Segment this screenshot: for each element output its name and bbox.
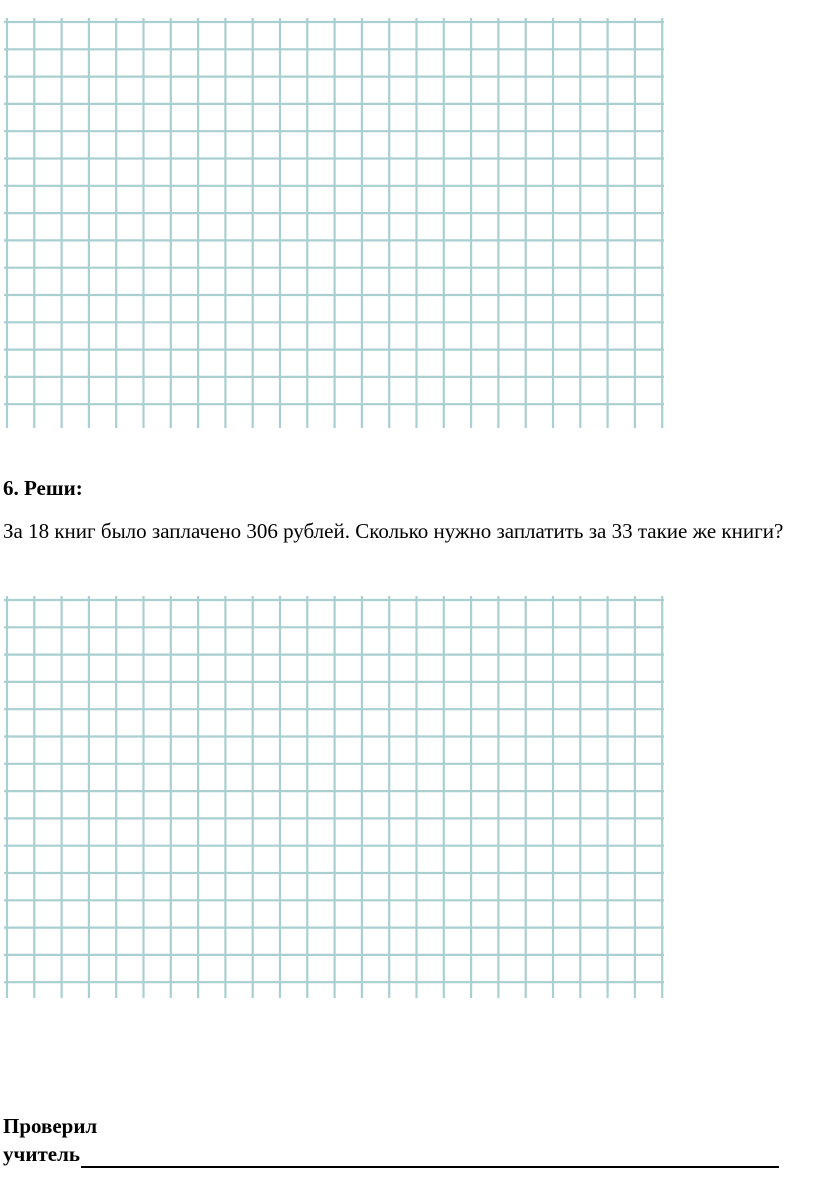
teacher-signature-block	[3, 1112, 793, 1168]
task-text: За 18 книг было заплачено 306 рублей. Сколько нужно заплатить за 33 такие же книги?	[3, 519, 784, 543]
checked-label: Проверил	[3, 1114, 98, 1138]
teacher-line	[3, 1140, 793, 1168]
answer-grid-top	[4, 18, 664, 428]
signature-line[interactable]	[81, 1146, 779, 1168]
teacher-label: учитель	[3, 1142, 80, 1166]
answer-grid-bottom	[4, 596, 664, 998]
task-title: 6. Реши:	[3, 476, 83, 500]
